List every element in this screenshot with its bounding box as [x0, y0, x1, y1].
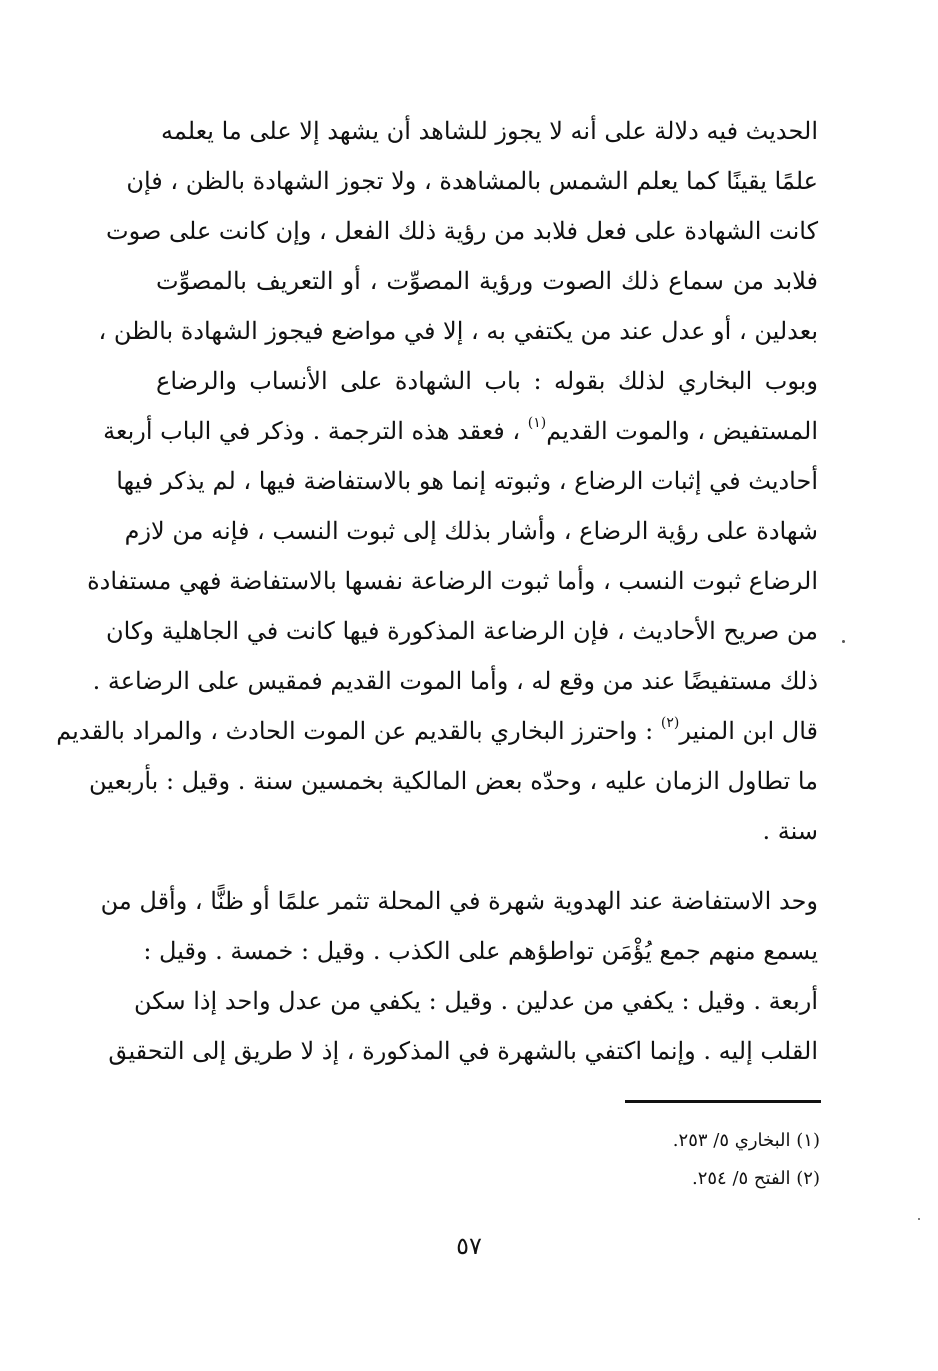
text-line: أحاديث في إثبات الرضاع ، وثبوته إنما هو بالاستفاضة فيها ، لم يذكر فيها	[116, 467, 818, 495]
text-line: ما تطاول الزمان عليه ، وحدّه بعض المالكية بخمسين سنة . وقيل : بأربعين	[88, 767, 818, 795]
text-line: شهادة على رؤية الرضاع ، وأشار بذلك إلى ثبوت النسب ، فإنه من لازم	[124, 517, 818, 545]
page-number: ٥٧	[456, 1232, 482, 1260]
text-line: القلب إليه . وإنما اكتفي بالشهرة في المذكورة ، إذ لا طريق إلى التحقيق	[108, 1037, 818, 1065]
text-line: فلابد من سماع ذلك الصوت ورؤية المصوِّت ، أو التعريف بالمصوِّت	[156, 267, 818, 295]
text-segment: المستفيض ، والموت القديم	[546, 417, 818, 445]
text-line: وحد الاستفاضة عند الهدوية شهرة في المحلة تثمر علمًا أو ظنًّا ، وأقل من	[100, 887, 818, 915]
text-line: من صريح الأحاديث ، فإن الرضاعة المذكورة فيها كانت في الجاهلية وكان	[106, 617, 818, 645]
text-line: الرضاع ثبوت النسب ، وأما ثبوت الرضاعة نفسها بالاستفاضة فهي مستفادة	[87, 567, 818, 595]
footnote-1: (١) البخاري ٥/ ٢٥٣.	[672, 1130, 820, 1151]
text-line: بعدلين ، أو عدل عند من يكتفي به ، إلا في مواضع فيجوز الشهادة بالظن ،	[98, 317, 818, 345]
text-line-with-footnote-ref	[103, 412, 818, 452]
text-line: علمًا يقينًا كما يعلم الشمس بالمشاهدة ، ولا تجوز الشهادة بالظن ، فإن	[126, 167, 818, 195]
text-line: وبوب البخاري لذلك بقوله : باب الشهادة على الأنساب والرضاع	[156, 367, 818, 395]
text-segment: ، فعقد هذه الترجمة . وذكر في الباب أربعة	[103, 417, 521, 445]
footnote-separator	[625, 1100, 821, 1103]
scan-speck	[842, 640, 845, 643]
text-line: سنة .	[762, 817, 818, 845]
text-segment: : واحترز البخاري بالقديم عن الموت الحادث ، والمراد بالقديم	[56, 717, 654, 745]
footnote-2: (٢) الفتح ٥/ ٢٥٤.	[691, 1168, 820, 1189]
footnote-ref-1: (١)	[527, 415, 547, 431]
text-segment: قال ابن المنير	[679, 717, 818, 745]
text-line-with-footnote-ref	[56, 712, 818, 752]
footnote-ref-2: (٢)	[660, 715, 680, 731]
text-line: كانت الشهادة على فعل فلابد من رؤية ذلك الفعل ، وإن كانت على صوت	[106, 217, 818, 245]
text-line: أربعة . وقيل : يكفي من عدلين . وقيل : يكفي من عدل واحد إذا سكن	[133, 987, 818, 1015]
text-line: الحديث فيه دلالة على أنه لا يجوز للشاهد أن يشهد إلا على ما يعلمه	[161, 117, 818, 145]
scan-speck	[918, 1218, 920, 1220]
text-line: ذلك مستفيضًا عند من وقع له ، وأما الموت القديم فمقيس على الرضاعة .	[92, 667, 818, 695]
text-line: يسمع منهم جمع يُؤْمَن تواطؤهم على الكذب . وقيل : خمسة . وقيل :	[143, 937, 818, 965]
